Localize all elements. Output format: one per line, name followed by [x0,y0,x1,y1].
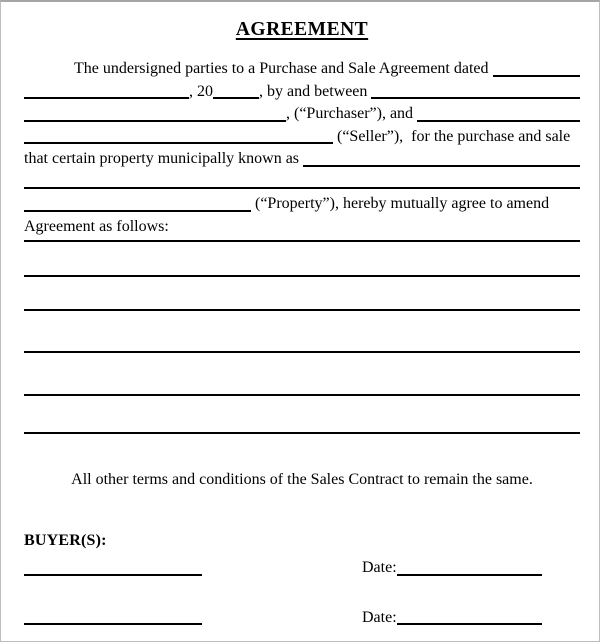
intro-line-3-text: , (“Purchaser”), and [286,105,418,122]
buyer-signature-row-2 [24,607,580,630]
buyer-1-signature-line[interactable] [24,574,202,576]
seller-name-blank-field[interactable] [417,120,580,122]
amendment-blank-line-1[interactable] [24,240,580,242]
intro-line-2-text-a: , 20 [189,82,213,100]
intro-line-5-text: that certain property municipally known as [24,150,304,167]
property-address-blank-field[interactable] [303,165,580,167]
intro-line-8-text: Agreement as follows: [24,217,169,235]
amendment-blank-line-4[interactable] [24,351,580,353]
property-address-end-blank-field[interactable] [24,210,251,212]
intro-line-3 [24,103,580,126]
amendment-blank-line-6[interactable] [24,432,580,434]
intro-line-7-text: (“Property”), hereby mutually agree to amend [251,195,550,212]
agreement-intro-paragraph [24,58,580,238]
year-blank-field[interactable] [213,97,259,99]
intro-line-2-text-b: , by and between [259,82,372,100]
agreement-title-text: AGREEMENT [235,19,369,40]
intro-line-2 [24,81,580,104]
intro-line-1 [24,58,580,81]
agreement-date-continued-blank-field[interactable] [24,97,189,99]
intro-line-7 [24,193,580,216]
amendment-blank-line-2[interactable] [24,275,580,277]
intro-line-8 [24,216,580,239]
intro-line-4 [24,126,580,149]
date-2-blank-field[interactable] [397,623,542,625]
date-1-blank-field[interactable] [397,574,542,576]
buyers-heading: BUYER(S): [24,531,107,549]
date-label-2: Date: [362,608,397,626]
amendment-ruled-lines [24,240,580,434]
intro-line-5 [24,148,580,171]
seller-name-continued-blank-field[interactable] [24,142,333,144]
buyer-2-signature-line[interactable] [24,623,202,625]
purchaser-name-continued-blank-field[interactable] [24,120,286,122]
amendment-blank-line-3[interactable] [24,309,580,311]
page-title [24,17,580,43]
buyer-signature-row-1 [24,557,580,580]
amendment-blank-line-5[interactable] [24,394,580,396]
property-address-continued-blank-field[interactable] [24,187,580,189]
intro-line-4-text: (“Seller”), for the purchase and sale [333,127,571,145]
intro-line-1-text: The undersigned parties to a Purchase and Sale Agreement dated [74,60,493,77]
agreement-date-blank-field[interactable] [493,75,580,77]
closing-statement: All other terms and conditions of the Sales Contract to remain the same. [71,471,533,488]
date-label-1: Date: [362,559,397,576]
purchaser-name-blank-field[interactable] [371,97,580,99]
intro-line-6 [24,171,580,194]
